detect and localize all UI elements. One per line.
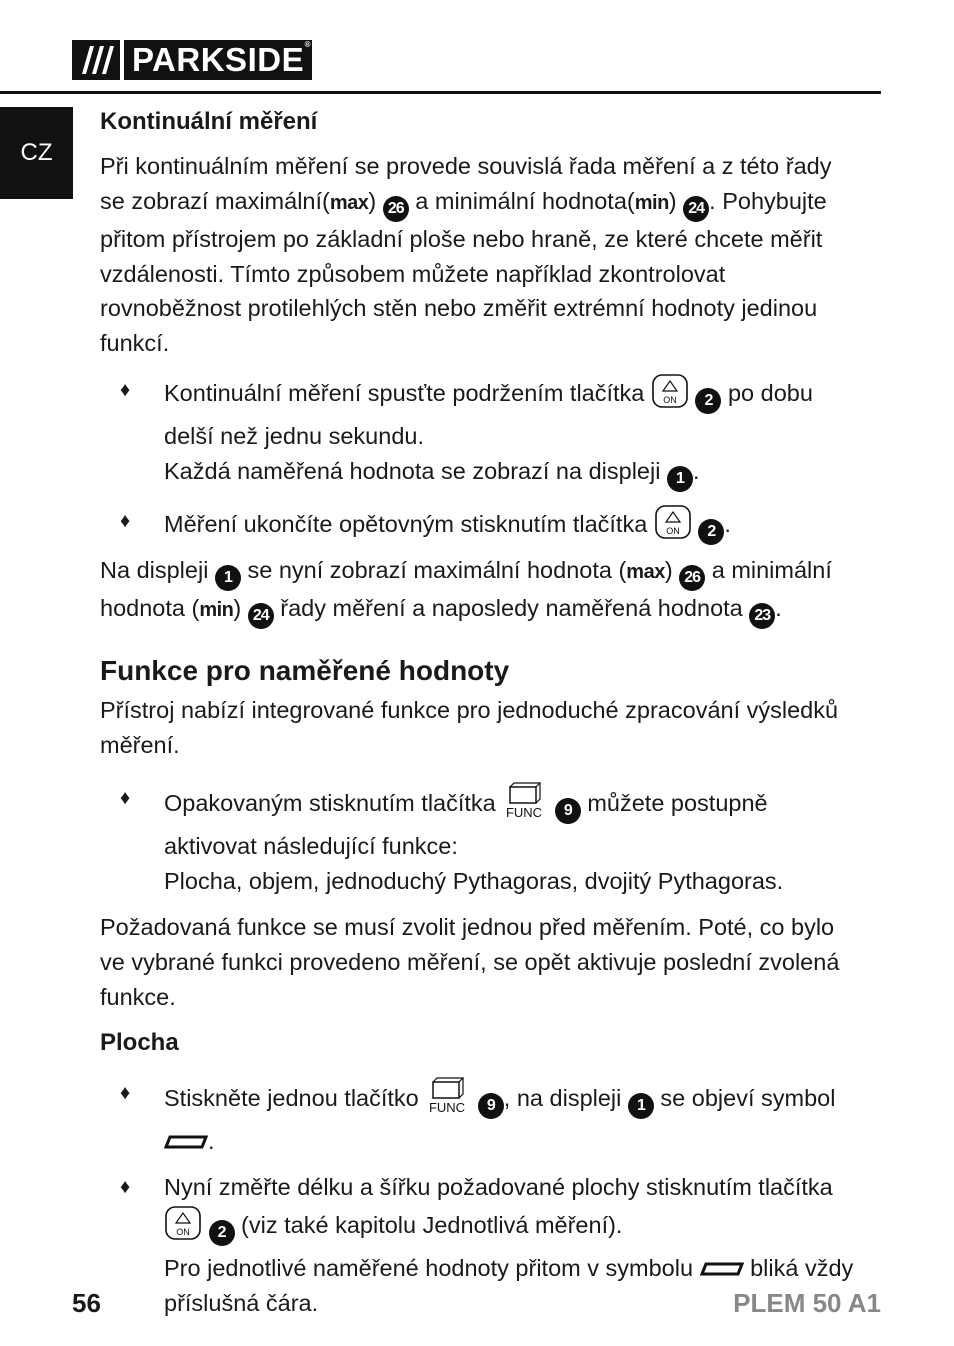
bullet-diamond-icon: ♦	[120, 1176, 131, 1199]
svg-text:ON: ON	[666, 525, 680, 536]
ref-number-9: 9	[555, 798, 581, 824]
on-button-icon	[654, 504, 692, 550]
ref-number-2: 2	[209, 1220, 235, 1246]
ref-number-2: 2	[698, 519, 724, 545]
ref-number-26: 26	[383, 196, 409, 222]
header-rule	[0, 91, 881, 94]
on-button-icon	[651, 373, 689, 419]
svg-text:FUNC: FUNC	[506, 804, 543, 819]
ref-number-24: 24	[248, 603, 274, 629]
language-tab: CZ	[0, 107, 73, 199]
ref-number-1: 1	[628, 1093, 654, 1119]
bullet-area-measure: ♦ Nyní změřte délku a šířku požadované plochy stisknutím tlačítka ON 2 (viz také kapitolu Jednotlivá měření). Pro jednotlivé naměřené hodnoty přitom v symbolu bliká vždy příslušná čára.	[100, 1170, 860, 1320]
page-number: 56	[72, 1288, 101, 1318]
min-symbol: min	[634, 191, 669, 214]
svg-text:ON: ON	[176, 1227, 190, 1238]
ref-number-1: 1	[215, 565, 241, 591]
model-name: PLEM 50 A1	[733, 1288, 881, 1318]
area-symbol-icon	[700, 1251, 744, 1286]
max-symbol: max	[329, 191, 369, 214]
logo-wordmark	[124, 40, 312, 80]
bullet-diamond-icon: ♦	[120, 786, 131, 809]
ref-number-2: 2	[695, 388, 721, 414]
on-button-icon	[164, 1205, 202, 1251]
section-title-functions: Funkce pro naměřené hodnoty	[100, 655, 510, 687]
display-paragraph: Na displeji 1 se nyní zobrazí maximální hodnota (max) 26 a minimální hodnota (min) 24 řady měření a naposledy naměřená hodnota 23 .	[100, 553, 860, 629]
ref-number-9: 9	[478, 1093, 504, 1119]
ref-number-1: 1	[667, 466, 693, 492]
bullet-stop-continuous: ♦ Měření ukončíte opětovným stisknutím tlačítka ON 2 .	[100, 504, 860, 550]
section-title-continuous: Kontinuální měření	[100, 108, 318, 135]
bullet-area-select: ♦ Stiskněte jednou tlačítko FUNC 9 , na displeji 1 se objeví symbol .	[100, 1076, 860, 1159]
func-button-icon	[425, 1076, 471, 1124]
parkside-logo	[72, 40, 312, 80]
ref-number-26: 26	[679, 565, 705, 591]
bullet-start-continuous: ♦ Kontinuální měření spusťte podržením tlačítka ON 2 po dobu delší než jednu sekundu. Každá naměřená hodnota se zobrazí na displeji 1 .	[100, 373, 860, 492]
bullet-diamond-icon: ♦	[120, 509, 131, 532]
bullet-diamond-icon: ♦	[120, 378, 131, 401]
bullet-diamond-icon: ♦	[120, 1081, 131, 1104]
functions-note: Požadovaná funkce se musí zvolit jednou před měřením. Poté, co bylo ve vybrané funkci provedeno měření, se opět aktivuje poslední zvolená funkce.	[100, 914, 840, 1010]
func-button-icon	[502, 781, 548, 829]
logo-slashes-icon	[72, 40, 120, 80]
bullet-functions-list: ♦ Opakovaným stisknutím tlačítka FUNC 9 můžete postupně aktivovat následující funkce: Plocha, objem, jednoduchý Pythagoras, dvojitý Pythagoras.	[100, 781, 860, 898]
section-title-plocha: Plocha	[100, 1028, 179, 1056]
ref-number-24: 24	[683, 196, 709, 222]
max-symbol: max	[626, 561, 665, 584]
continuous-paragraph: Při kontinuálním měření se provede souvislá řada měření a z této řady se zobrazí maximální(max) 26 a minimální hodnota(min) 24 . Pohybujte přitom přístrojem po základní ploše nebo hraně, ze které chcete měřit vzdálenosti. Tímto způsobem můžete například zkontrolovat rovnoběžnost protilehlých stěn nebo změřit extrémní hodnoty jedinou funkcí.	[100, 153, 832, 357]
registered-mark: ®	[304, 40, 312, 49]
page-content	[100, 104, 860, 1321]
area-symbol-icon	[164, 1124, 208, 1159]
svg-text:ON: ON	[663, 394, 677, 405]
brand-name: PARKSIDE	[132, 41, 305, 78]
functions-intro: Přístroj nabízí integrované funkce pro jednoduché zpracování výsledků měření.	[100, 697, 839, 759]
svg-text:FUNC: FUNC	[429, 1099, 466, 1114]
min-symbol: min	[199, 599, 234, 622]
ref-number-23: 23	[749, 603, 775, 629]
